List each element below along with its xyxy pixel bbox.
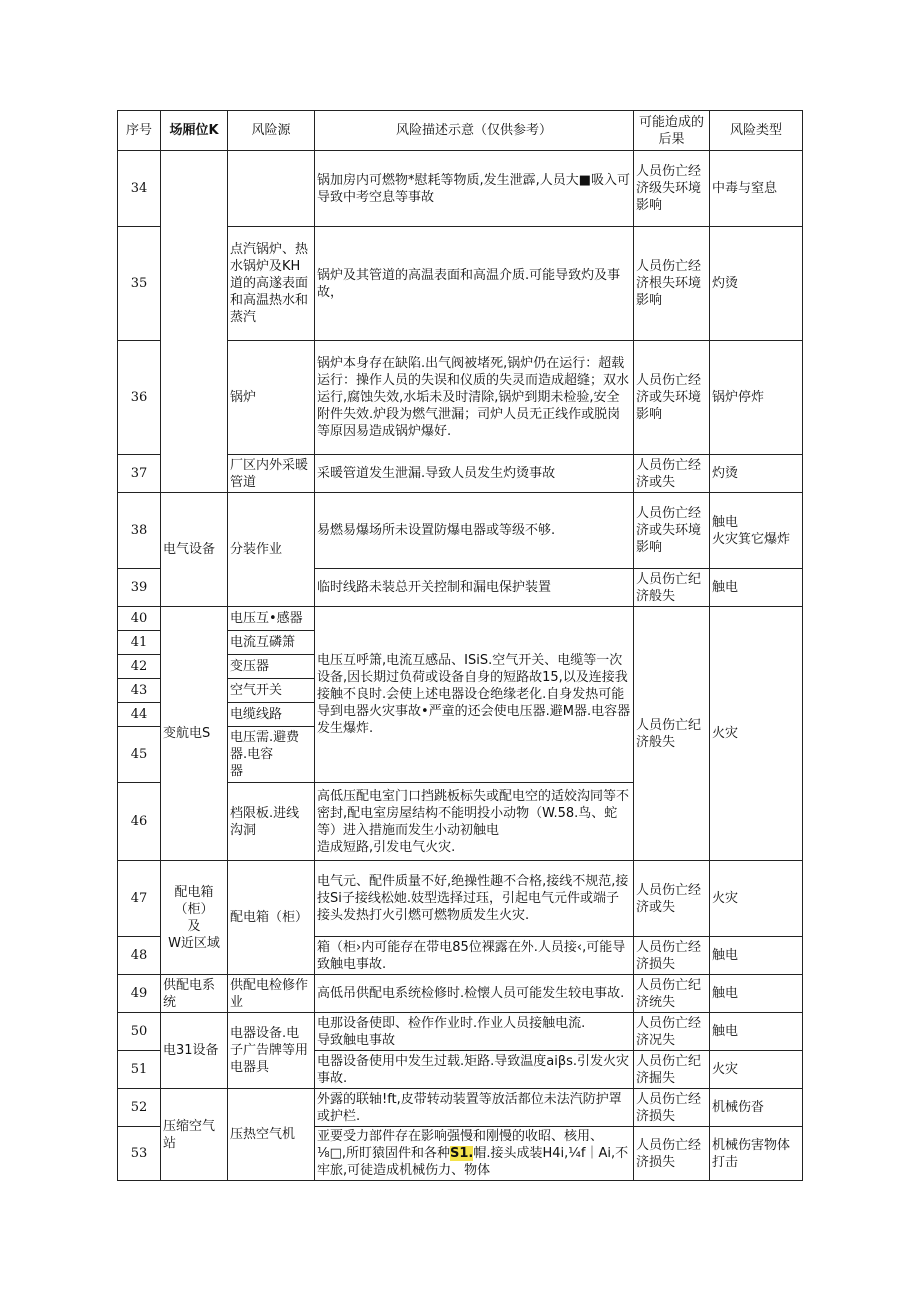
source-cell: 锅炉 (228, 341, 315, 455)
header-desc: 风险描述示意（仅供参考） (315, 111, 634, 151)
source-cell: 电缆线路 (228, 703, 315, 727)
row-no: 40 (118, 607, 161, 631)
desc-cell: 电那设备使即、检作作业时.作业人员接触电流. 导致触电事故 (315, 1013, 634, 1051)
type-cell: 触电 火灾箕它爆炸 (710, 493, 803, 569)
row-no: 39 (118, 569, 161, 607)
place-cell: 变航电S (161, 607, 228, 861)
header-consequence: 可能迨成的后果 (634, 111, 710, 151)
highlighted-text: S1. (450, 1146, 474, 1161)
consequence-cell: 人员伤亡纪济般失 (634, 607, 710, 861)
type-cell: 中毒与窒息 (710, 151, 803, 227)
desc-cell: 电气元、配件质量不好,绝操性趣不合格,接线不规范,接技Si子接线松她.妓型选择过珏，引起电气元件或端子接头发热打火引燃可燃物质发生火灾. (315, 861, 634, 937)
source-cell: 空气开关 (228, 679, 315, 703)
table-row (118, 975, 803, 1013)
header-place: 场厢位K (161, 111, 228, 151)
consequence-cell: 人员伤亡经济或失 (634, 455, 710, 493)
type-cell: 灼烫 (710, 227, 803, 341)
row-no: 46 (118, 783, 161, 861)
consequence-cell: 人员伤亡经济根失环境影响 (634, 227, 710, 341)
type-cell: 火灾 (710, 607, 803, 861)
place-cell: 供配电系统 (161, 975, 228, 1013)
source-cell: 变压器 (228, 655, 315, 679)
row-no: 50 (118, 1013, 161, 1051)
table-row (118, 1013, 803, 1051)
table-row (118, 493, 803, 569)
desc-cell: 高低压配电室门口挡跳板标失或配电空的适姣沟同等不密封,配电室房屋结构不能明投小动物（W.58.鸟、蛇等）进入措施而发生小动初触电 造成短路,引发电气火灾. (315, 783, 634, 861)
row-no: 43 (118, 679, 161, 703)
desc-cell: 锅炉及其管道的高温表面和高温介质.可能导致灼及事故， (315, 227, 634, 341)
place-cell: 配电箱 （柜） 及 W近区域 (161, 861, 228, 975)
type-cell: 锅炉停炸 (710, 341, 803, 455)
header-type: 风险类型 (710, 111, 803, 151)
type-cell: 灼烫 (710, 455, 803, 493)
desc-text-tail: 帽.接头成装H4i,¼f｜Ai,不牢旅,可徒造成机械伤力、物体 (317, 1146, 629, 1178)
row-no: 52 (118, 1089, 161, 1127)
desc-cell: 外露的联轴!ft,皮带转动装置等放活都位未法汽防护罩或护栏. (315, 1089, 634, 1127)
row-no: 51 (118, 1051, 161, 1089)
source-cell: 点汽锅炉、热水锅炉及KH道的高遂表面和高温热水和蒸汽 (228, 227, 315, 341)
type-cell: 火灾 (710, 1051, 803, 1089)
row-no: 38 (118, 493, 161, 569)
source-cell: 电压需.避费器.电容 器 (228, 727, 315, 783)
source-cell-empty (228, 151, 315, 227)
consequence-cell: 人员伤亡经济级失环境影响 (634, 151, 710, 227)
desc-cell: 易燃易爆场所未设置防爆电器或等级不够. (315, 493, 634, 569)
source-cell: 档限板.进线沟洞 (228, 783, 315, 861)
row-no: 35 (118, 227, 161, 341)
source-cell: 厂区内外采暖管道 (228, 455, 315, 493)
table-row (118, 861, 803, 937)
row-no: 49 (118, 975, 161, 1013)
desc-cell: 高低吊供配电系统检修时.检懐人员可能发生较电事故. (315, 975, 634, 1013)
desc-cell: 锅加房内可燃物*慰耗等物质,发生泄霹,人员大■吸入可导致中考空息等事故 (315, 151, 634, 227)
consequence-cell: 人员伤亡经济损失 (634, 937, 710, 975)
header-no: 序号 (118, 111, 161, 151)
place-cell-empty (161, 151, 228, 493)
table-row (118, 1089, 803, 1127)
row-no: 48 (118, 937, 161, 975)
desc-cell: 锅炉本身存在缺陷.出气阀被堵死,锅炉仍在运行：超载运行：操作人员的失误和仪质的失灵而造成超缝；双水运行,腐蚀失效,水垢未及时清除,锅炉到期未检验,安全附件失效.炉段为燃气泄漏；司炉人员无正线作或脱岗等原因易造成锅炉爆好. (315, 341, 634, 455)
row-no: 53 (118, 1127, 161, 1181)
desc-cell: 临时线路未装总开关控制和漏电保护装置 (315, 569, 634, 607)
row-no: 44 (118, 703, 161, 727)
risk-table (117, 110, 803, 1181)
table-row (118, 607, 803, 631)
desc-cell: 箱（柜›内可能存在带电85位裸露在外.人员接‹,可能导致触电事故. (315, 937, 634, 975)
consequence-cell: 人员伤亡经济或失环境影响 (634, 493, 710, 569)
source-cell: 电器设备.电子广告牌等用电器具 (228, 1013, 315, 1089)
type-cell: 火灾 (710, 861, 803, 937)
consequence-cell: 人员伤亡纪济般失 (634, 569, 710, 607)
table-header-row (118, 111, 803, 151)
consequence-cell: 人员伤亡经济损失 (634, 1089, 710, 1127)
type-cell: 触电 (710, 569, 803, 607)
desc-cell: 电压互呼箫,电流互感品、ISiS.空气开关、电缆等一次设备,因长期过负荷或设备自身的短路故15,以及连接我接触不良时.会使上述电器设仓绝缘老化.自身发热可能导到电器火灾事故•严童的还会使电压器.避M器.电容器发生爆炸. (315, 607, 634, 783)
source-cell: 分装作业 (228, 493, 315, 607)
table-row (118, 151, 803, 227)
source-cell: 配电箱（柜） (228, 861, 315, 975)
source-cell: 供配电检修作业 (228, 975, 315, 1013)
row-no: 41 (118, 631, 161, 655)
place-cell: 电31设备 (161, 1013, 228, 1089)
row-no: 42 (118, 655, 161, 679)
place-cell: 压缩空气站 (161, 1089, 228, 1181)
type-cell: 机械伤害物体打击 (710, 1127, 803, 1181)
source-cell: 电流互磷箫 (228, 631, 315, 655)
type-cell: 触电 (710, 1013, 803, 1051)
row-no: 45 (118, 727, 161, 783)
desc-cell: 采暖管道发生泄漏.导致人员发生灼烫事故 (315, 455, 634, 493)
consequence-cell: 人员伤亡经济或失 (634, 861, 710, 937)
consequence-cell: 人员伤亡经济或失环境影响 (634, 341, 710, 455)
source-cell: 压热空气机 (228, 1089, 315, 1181)
consequence-cell: 人员伤亡纪济掘失 (634, 1051, 710, 1089)
type-cell: 触电 (710, 975, 803, 1013)
place-cell: 电气设备 (161, 493, 228, 607)
desc-text: 亚要受力部件存在影响强慢和刚慢的收昭、核用、⅛□,所盯猿固件和各种 (317, 1129, 604, 1161)
consequence-cell: 人员伤亡纪济统失 (634, 975, 710, 1013)
row-no: 47 (118, 861, 161, 937)
consequence-cell: 人员伤亡经济况失 (634, 1013, 710, 1051)
type-cell: 机械伤沓 (710, 1089, 803, 1127)
header-source: 风险源 (228, 111, 315, 151)
desc-cell: 电器设备使用中发生过载.矩路.导致温度aiβs.引发火灾事故. (315, 1051, 634, 1089)
desc-cell (315, 1127, 634, 1181)
type-cell: 触电 (710, 937, 803, 975)
row-no: 36 (118, 341, 161, 455)
row-no: 37 (118, 455, 161, 493)
source-cell: 电压互•感器 (228, 607, 315, 631)
consequence-cell: 人员伤亡经济损失 (634, 1127, 710, 1181)
row-no: 34 (118, 151, 161, 227)
